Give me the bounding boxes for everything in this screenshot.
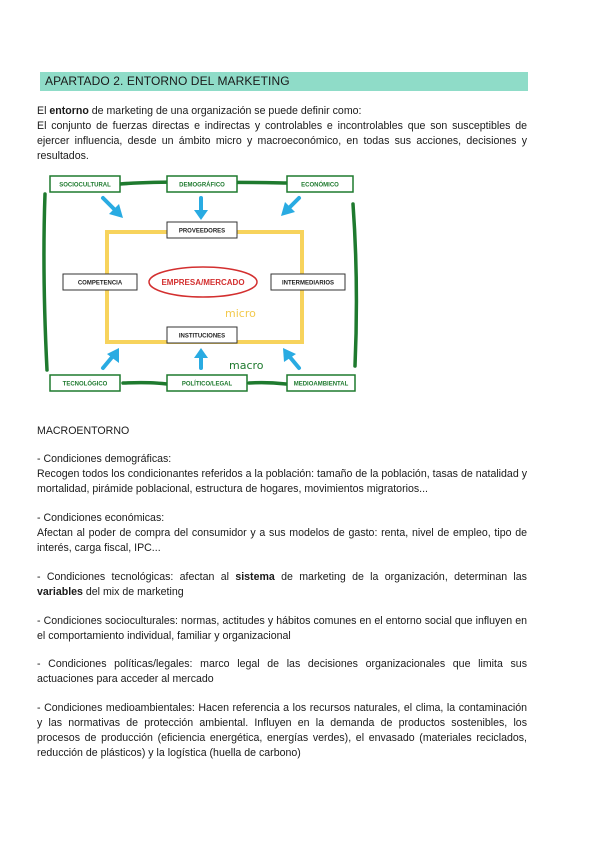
- macro-line-right: [353, 204, 356, 366]
- label-demografico: DEMOGRÁFICO: [179, 182, 225, 189]
- medioambientales-text: - Condiciones medioambientales: Hacen referencia a los recursos naturales, el clima, la contaminación y las normativas de protección ambiental. Influyen en la demanda de productos sostenibles, los procesos de producción (eficiencia energética, energías verdes), el envasado (materiales reciclados, reducción de plásticos) y la logística (huella de carbono): [37, 702, 527, 759]
- label-medioambiental: MEDIOAMBIENTAL: [293, 381, 349, 388]
- demograficas-text: Recogen todos los condicionantes referidos a la población: tamaño de la población, tasas de natalidad y mortalidad, pirámide poblacional, estructura de hogares, movimientos migratorios...: [37, 468, 527, 495]
- macro-line-bottom-right: [249, 383, 286, 384]
- economicas-title: - Condiciones económicas:: [37, 512, 165, 524]
- tecnologicas-pre: - Condiciones tecnológicas: afectan al: [37, 571, 236, 583]
- intro-bold-entorno: entorno: [49, 105, 89, 117]
- center-label: EMPRESA/MERCADO: [161, 278, 245, 287]
- label-intermediarios: INTERMEDIARIOS: [281, 280, 335, 287]
- tecnologicas-mid: de marketing de la organización, determinan las: [274, 571, 527, 583]
- label-tecnologico: TECNOLÓGICO: [62, 381, 108, 388]
- macro-line-bottom-left: [123, 383, 167, 384]
- note-macro: macro: [229, 359, 264, 372]
- economicas-text: Afectan al poder de compra del consumidor y a sus modelos de gasto: renta, nivel de empleo, tipo de interés, carga fiscal, IPC...: [37, 527, 527, 554]
- tecnologicas-bold-variables: variables: [37, 586, 83, 598]
- intro-line: [37, 104, 527, 119]
- politicas-text: - Condiciones políticas/legales: marco legal de las decisiones organizacionales que limita sus actuaciones para acceder al mercado: [37, 658, 527, 685]
- tecnologicas-bold-sistema: sistema: [235, 571, 275, 583]
- macroentorno-heading: MACROENTORNO: [37, 425, 130, 437]
- demograficas-title: - Condiciones demográficas:: [37, 453, 172, 465]
- intro-pre: El: [37, 105, 50, 117]
- intro-post: de marketing de una organización se puede definir como:: [88, 105, 362, 117]
- arrow-medioambiental: [289, 356, 299, 368]
- intro-definition: El conjunto de fuerzas directas e indirectas y controlables e incontrolables que son susceptibles de ejercer influencia, desde un ámbito micro y macroeconómico, en todas sus acciones, decisiones y resultados.: [37, 120, 527, 162]
- note-micro: micro: [225, 307, 256, 320]
- label-politico: POLÍTICO/LEGAL: [181, 381, 233, 388]
- socioculturales-text: - Condiciones socioculturales: normas, actitudes y hábitos comunes en el entorno social que influyen en el comportamiento individual, familiar y organizacional: [37, 615, 527, 642]
- tecnologicas-post: del mix de marketing: [82, 586, 184, 598]
- arrow-tecnologico: [103, 356, 113, 368]
- marketing-environment-diagram: [37, 170, 367, 398]
- section-title-bar: [40, 72, 528, 91]
- macro-line-left: [44, 194, 47, 370]
- section-title: APARTADO 2. ENTORNO DEL MARKETING: [45, 74, 290, 88]
- label-instituciones: INSTITUCIONES: [178, 333, 226, 340]
- label-competencia: COMPETENCIA: [77, 280, 123, 287]
- label-economico: ECONÓMICO: [301, 182, 339, 189]
- tecnologicas-text: [37, 570, 527, 600]
- label-sociocultural: SOCIOCULTURAL: [59, 182, 111, 189]
- label-proveedores: PROVEEDORES: [178, 228, 226, 235]
